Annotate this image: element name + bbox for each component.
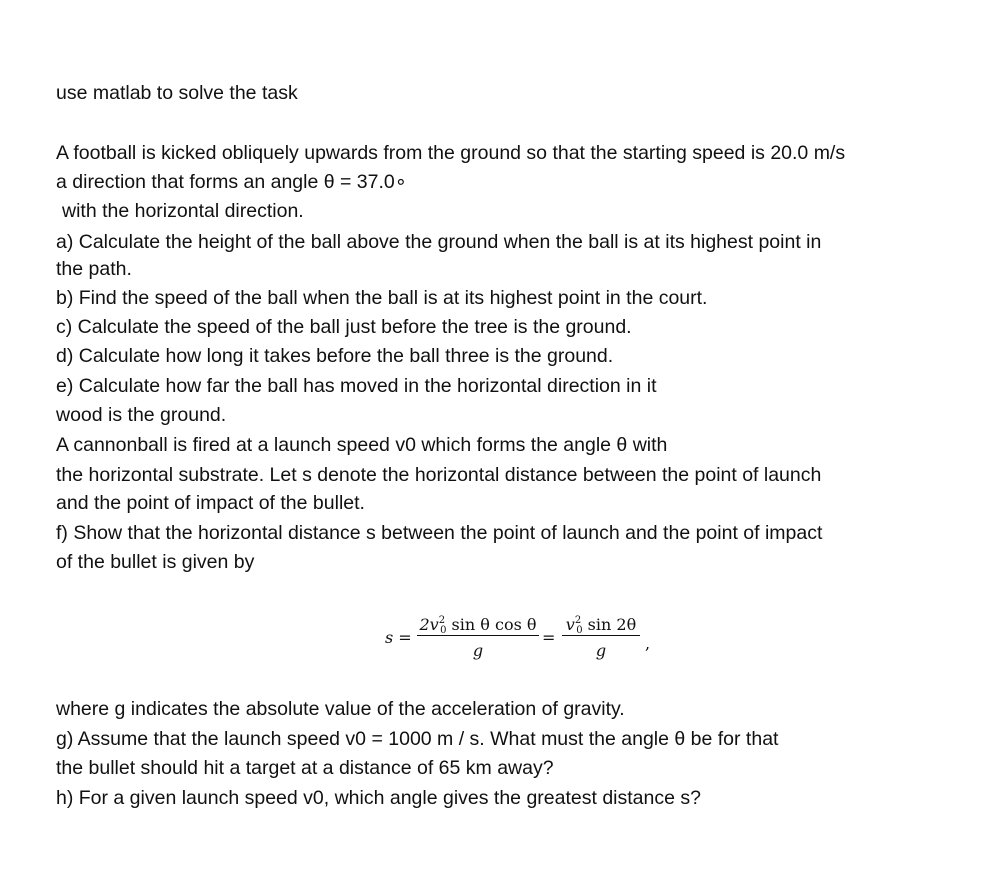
cannonball-line: A cannonball is fired at a launch speed v0 which forms the angle θ with: [56, 434, 668, 456]
problem-line: with the horizontal direction.: [62, 200, 304, 222]
formula-lhs: s =: [385, 628, 412, 647]
cannonball-line: and the point of impact of the bullet.: [56, 492, 365, 514]
question-h: h) For a given launch speed v0, which angle gives the greatest distance s?: [56, 787, 701, 809]
question-d: d) Calculate how long it takes before the ball three is the ground.: [56, 345, 614, 367]
range-formula: [0, 606, 998, 666]
question-a: a) Calculate the height of the ball above the ground when the ball is at its highest point in: [56, 231, 822, 253]
question-a-cont: the path.: [56, 258, 132, 280]
formula-equals: =: [542, 628, 556, 647]
question-g: g) Assume that the launch speed v0 = 1000 m / s. What must the angle θ be for that: [56, 728, 779, 750]
fraction-1-denominator: g: [472, 641, 484, 660]
fraction-2: [562, 609, 640, 662]
question-e-cont: wood is the ground.: [56, 404, 227, 426]
problem-line: A football is kicked obliquely upwards from the ground so that the starting speed is 20.0 m/s: [56, 142, 846, 164]
fraction-2-numerator: $v^2_0$ sin 2θ: [565, 615, 637, 636]
question-e: e) Calculate how far the ball has moved in the horizontal direction in it: [56, 375, 657, 397]
fraction-2-bar: [562, 635, 640, 636]
instruction-text: use matlab to solve the task: [56, 82, 298, 104]
question-f: f) Show that the horizontal distance s between the point of launch and the point of impact: [56, 522, 823, 544]
question-b: b) Find the speed of the ball when the ball is at its highest point in the court.: [56, 287, 708, 309]
fraction-1: [417, 609, 539, 662]
formula-comma: ,: [645, 634, 651, 653]
question-g-cont: the bullet should hit a target at a distance of 65 km away?: [56, 757, 554, 779]
fraction-2-denominator: g: [595, 641, 607, 660]
fraction-1-numerator: $2v^2_0$ sin θ cos θ: [419, 615, 537, 636]
gravity-note: where g indicates the absolute value of the acceleration of gravity.: [56, 698, 625, 720]
fraction-1-bar: [417, 635, 539, 636]
cannonball-line: the horizontal substrate. Let s denote the horizontal distance between the point of launch: [56, 464, 822, 486]
question-f-cont: of the bullet is given by: [56, 551, 255, 573]
problem-line: a direction that forms an angle θ = 37.0∘: [56, 171, 407, 193]
question-c: c) Calculate the speed of the ball just before the tree is the ground.: [56, 316, 632, 338]
